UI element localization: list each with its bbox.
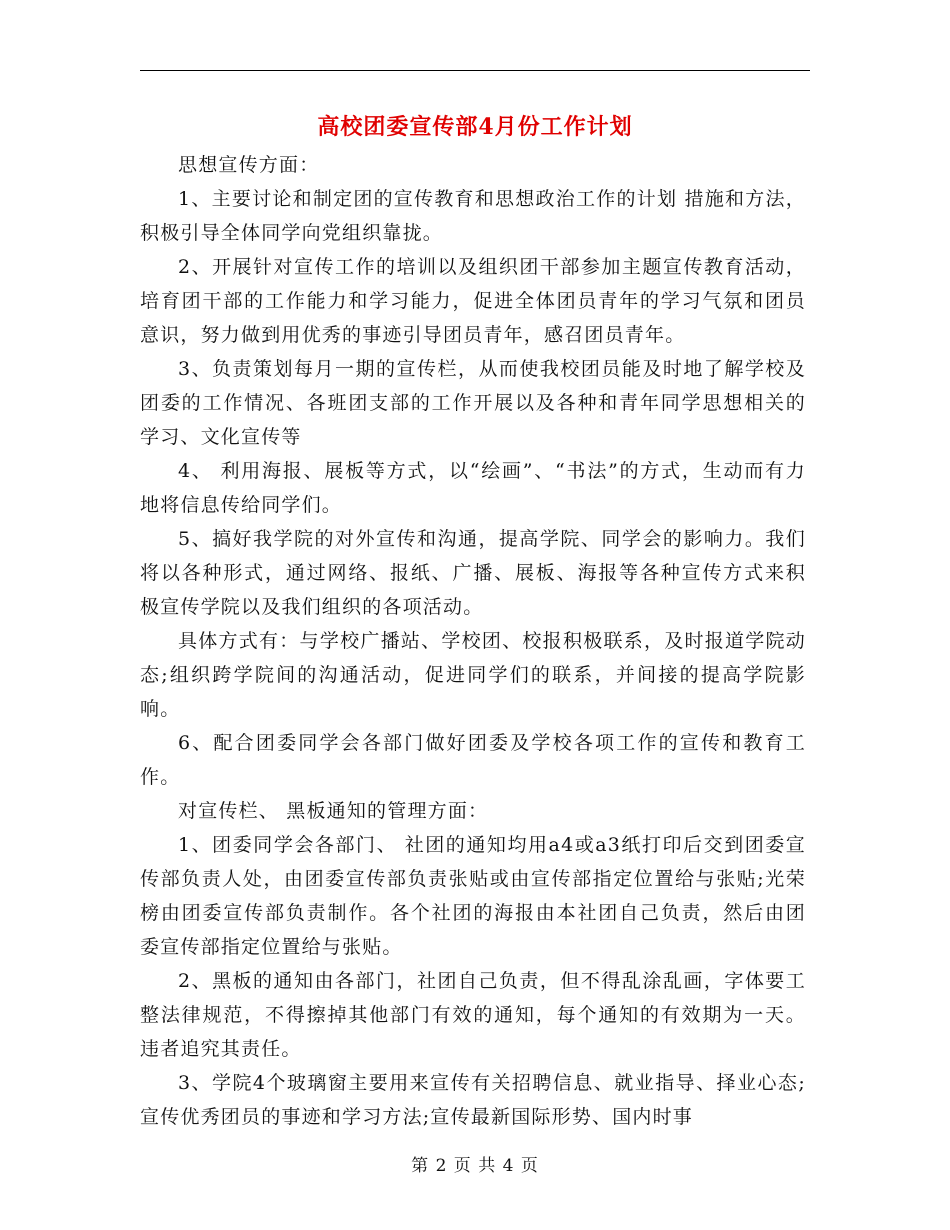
paragraph-1: 思想宣传方面：	[178, 154, 320, 176]
paragraph-9: 对宣传栏、 黑板通知的管理方面：	[178, 800, 489, 822]
page-number-footer: 第 2 页 共 4 页	[411, 1156, 539, 1176]
paragraph-6: 5、搞好我学院的对外宣传和沟通，提高学院、同学会的影响力。我们将以各种形式，通过网络、报纸、广播、展板、海报等各种宣传方式来积极宣传学院以及我们组织的各项活动。	[140, 528, 806, 618]
paragraph-8: 6、配合团委同学会各部门做好团委及学校各项工作的宣传和教育工作。	[140, 732, 806, 788]
paragraph-2: 1、主要讨论和制定团的宣传教育和思想政治工作的计划 措施和方法，积极引导全体同学向党组织靠拢。	[140, 188, 806, 244]
paragraph-5: 4、 利用海报、展板等方式，以“绘画”、“书法”的方式，生动而有力地将信息传给同学们。	[140, 460, 806, 516]
document-body	[140, 148, 806, 1134]
paragraph-3: 2、开展针对宣传工作的培训以及组织团干部参加主题宣传教育活动，培育团干部的工作能力和学习能力，促进全体团员青年的学习气氛和团员意识，努力做到用优秀的事迹引导团员青年，感召团员青年。	[140, 256, 806, 346]
document-title: 高校团委宣传部4月份工作计划	[317, 114, 633, 140]
paragraph-4: 3、负责策划每月一期的宣传栏，从而使我校团员能及时地了解学校及团委的工作情况、各班团支部的工作开展以及各种和青年同学思想相关的学习、文化宣传等	[140, 358, 806, 448]
paragraph-10: 1、团委同学会各部门、 社团的通知均用a4或a3纸打印后交到团委宣传部负责人处，由团委宣传部负责张贴或由宣传部指定位置给与张贴;光荣榜由团委宣传部负责制作。各个社团的海报由本社团自己负责，然后由团委宣传部指定位置给与张贴。	[140, 834, 806, 958]
paragraph-7: 具体方式有：与学校广播站、学校团、校报积极联系，及时报道学院动态;组织跨学院间的沟通活动，促进同学们的联系，并间接的提高学院影响。	[140, 630, 806, 720]
header-rule	[140, 70, 810, 71]
paragraph-11: 2、黑板的通知由各部门，社团自己负责，但不得乱涂乱画，字体要工整法律规范，不得擦掉其他部门有效的通知，每个通知的有效期为一天。违者追究其责任。	[140, 970, 806, 1060]
paragraph-12: 3、学院4个玻璃窗主要用来宣传有关招聘信息、就业指导、择业心态;宣传优秀团员的事迹和学习方法;宣传最新国际形势、国内时事	[140, 1072, 806, 1128]
